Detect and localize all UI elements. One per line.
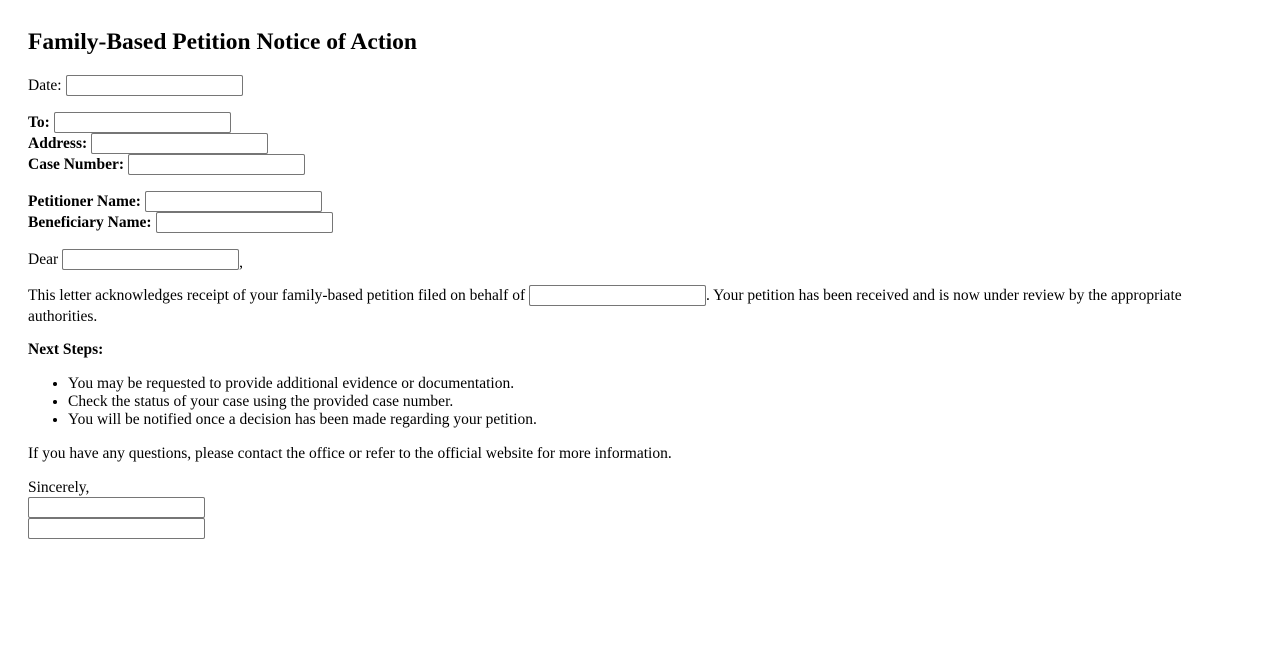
petitioner-name-row [28,191,322,212]
salutation-comma: , [239,253,243,271]
salutation-row [28,249,243,270]
petitioner-name-input[interactable] [145,191,322,212]
page-title: Family-Based Petition Notice of Action [28,29,417,55]
next-steps-section [28,340,103,360]
address-input[interactable] [91,133,268,154]
next-steps-heading: Next Steps: [28,341,104,358]
next-step-item: • You may be requested to provide additional evidence or documentation. [68,375,1278,393]
case-number-label: Case Number: [28,155,124,173]
beneficiary-name-label: Beneficiary Name: [28,213,152,231]
to-row [28,112,231,133]
acknowledgement-paragraph [28,286,1250,327]
salutation-prefix: Dear [28,250,59,268]
next-steps-list [28,375,1278,429]
date-label: Date: [28,76,62,94]
acknowledgement-text-end: . Your petition has been received and is now under review by the appropriate authorities. [28,287,1182,325]
salutation-name-input[interactable] [62,249,239,270]
petitioner-name-label: Petitioner Name: [28,192,141,210]
beneficiary-name-input[interactable] [156,212,333,233]
next-step-item: • Check the status of your case using the provided case number. [68,393,1278,411]
closing-block [28,478,205,539]
address-label: Address: [28,134,88,152]
signoff-text: Sincerely, [28,479,90,496]
next-step-item: • You will be notified once a decision has been made regarding your petition. [68,411,1278,429]
acknowledgement-text-start: This letter acknowledges receipt of your family-based petition filed on behalf of [28,287,529,305]
to-label: To: [28,113,50,131]
signature-name-input[interactable] [28,497,205,518]
questions-paragraph: If you have any questions, please contact the office or refer to the official website for more information. [28,445,672,462]
to-input[interactable] [54,112,231,133]
date-row [28,75,243,96]
date-input[interactable] [66,75,243,96]
behalf-of-input[interactable] [529,285,706,306]
beneficiary-name-row [28,212,333,233]
case-number-input[interactable] [128,154,305,175]
signature-title-input[interactable] [28,518,205,539]
address-row [28,133,268,154]
case-number-row [28,154,305,175]
